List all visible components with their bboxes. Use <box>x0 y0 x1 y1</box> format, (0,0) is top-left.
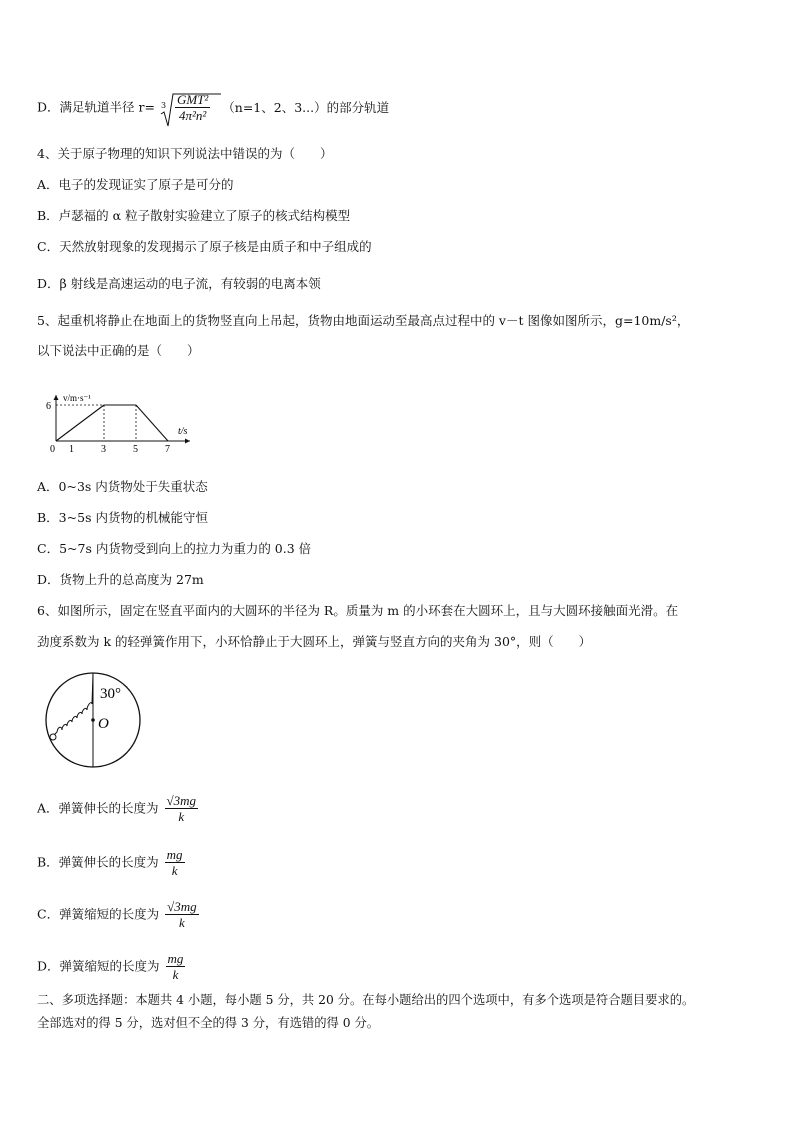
q6-option-b-prefix: B．弹簧伸长的长度为 <box>37 854 159 870</box>
q6-stem-line1: 6、如图所示，固定在竖直平面内的大圆环的半径为 R。质量为 m 的小环套在大圆环上，且与大圆环接触面光滑。在 <box>37 603 679 618</box>
q5-stem-line1: 5、起重机将静止在地面上的货物竖直向上吊起，货物由地面运动至最高点过程中的 v－t 图像如图所示，g=10m/s²， <box>37 313 690 328</box>
q6-option-d-denominator: k <box>172 967 179 982</box>
center-point <box>91 718 95 722</box>
cube-root-formula <box>159 92 212 123</box>
q6-option-c-denominator: k <box>178 915 185 930</box>
q4-option-d: D．β 射线是高速运动的电子流，有较弱的电离本领 <box>37 276 321 291</box>
vt-segment-1 <box>56 405 104 441</box>
q6-option-a-prefix: A．弹簧伸长的长度为 <box>37 800 159 816</box>
q6-option-d <box>37 951 187 993</box>
x-tick-label-3: 3 <box>101 444 106 455</box>
q6-option-a-denominator: k <box>178 809 185 824</box>
x-tick-label-7: 7 <box>165 444 170 455</box>
center-label: O <box>98 716 109 732</box>
section2-line2: 全部选对的得 5 分，选对但不全的得 3 分，有选错的得 0 分。 <box>37 1016 380 1030</box>
y-axis-label: v/m·s⁻¹ <box>63 393 91 403</box>
q6-option-c-prefix: C．弹簧缩短的长度为 <box>37 906 160 922</box>
q6-option-d-numerator: mg <box>167 951 184 966</box>
y-tick-label-6: 6 <box>46 401 51 412</box>
q6-option-c <box>37 899 201 941</box>
vt-graph <box>40 378 210 458</box>
q5-stem-line2: 以下说法中正确的是（ ） <box>37 343 200 358</box>
q6-stem-line2: 劲度系数为 k 的轻弹簧作用下，小环恰静止于大圆环上，弹簧与竖直方向的夹角为 30°，则（ ） <box>37 634 592 649</box>
q5-option-a: A．0~3s 内货物处于失重状态 <box>37 479 208 494</box>
q4-option-a: A．电子的发现证实了原子是可分的 <box>37 177 234 192</box>
formula-denominator: 4π²n² <box>178 108 207 123</box>
small-ring <box>50 734 56 740</box>
q6-option-a <box>37 793 200 835</box>
q6-option-a-numerator: √3mg <box>166 793 197 808</box>
ring-spring-diagram <box>43 670 153 770</box>
q5-option-d: D．货物上升的总高度为 27m <box>37 572 204 587</box>
q3-option-d <box>37 92 389 128</box>
radical-index: 3 <box>160 101 167 110</box>
q6-option-d-prefix: D．弹簧缩短的长度为 <box>37 958 160 974</box>
x-tick-label-1: 1 <box>69 444 74 455</box>
q6-option-b-denominator: k <box>171 863 178 878</box>
q5-option-c: C．5~7s 内货物受到向上的拉力为重力的 0.3 倍 <box>37 541 312 556</box>
q3-option-d-suffix: （n=1、2、3...）的部分轨道 <box>222 99 390 115</box>
q6-option-c-numerator: √3mg <box>167 899 197 914</box>
x-tick-label-0: 0 <box>50 444 55 455</box>
x-axis-arrow-icon <box>185 439 190 444</box>
q5-option-b: B．3~5s 内货物的机械能守恒 <box>37 510 208 525</box>
angle-label: 30° <box>100 686 121 702</box>
x-axis-label: t/s <box>178 426 188 437</box>
q6-option-b-numerator: mg <box>166 847 183 862</box>
y-axis-arrow-icon <box>54 395 59 400</box>
spring-icon <box>53 673 93 736</box>
q6-option-b <box>37 847 187 889</box>
q3-option-d-prefix: D．满足轨道半径 r= <box>37 99 155 115</box>
x-tick-label-5: 5 <box>133 444 138 455</box>
q4-option-b: B．卢瑟福的 α 粒子散射实验建立了原子的核式结构模型 <box>37 208 351 223</box>
q4-option-c: C．天然放射现象的发现揭示了原子核是由质子和中子组成的 <box>37 239 372 254</box>
formula-numerator: GMT² <box>176 92 209 107</box>
vt-segment-3 <box>136 405 168 441</box>
section2-line1: 二、多项选择题：本题共 4 小题，每小题 5 分，共 20 分。在每小题给出的四个选项中，有多个选项是符合题目要求的。 <box>37 993 695 1007</box>
q4-stem: 4、关于原子物理的知识下列说法中错误的为（ ） <box>37 146 333 161</box>
